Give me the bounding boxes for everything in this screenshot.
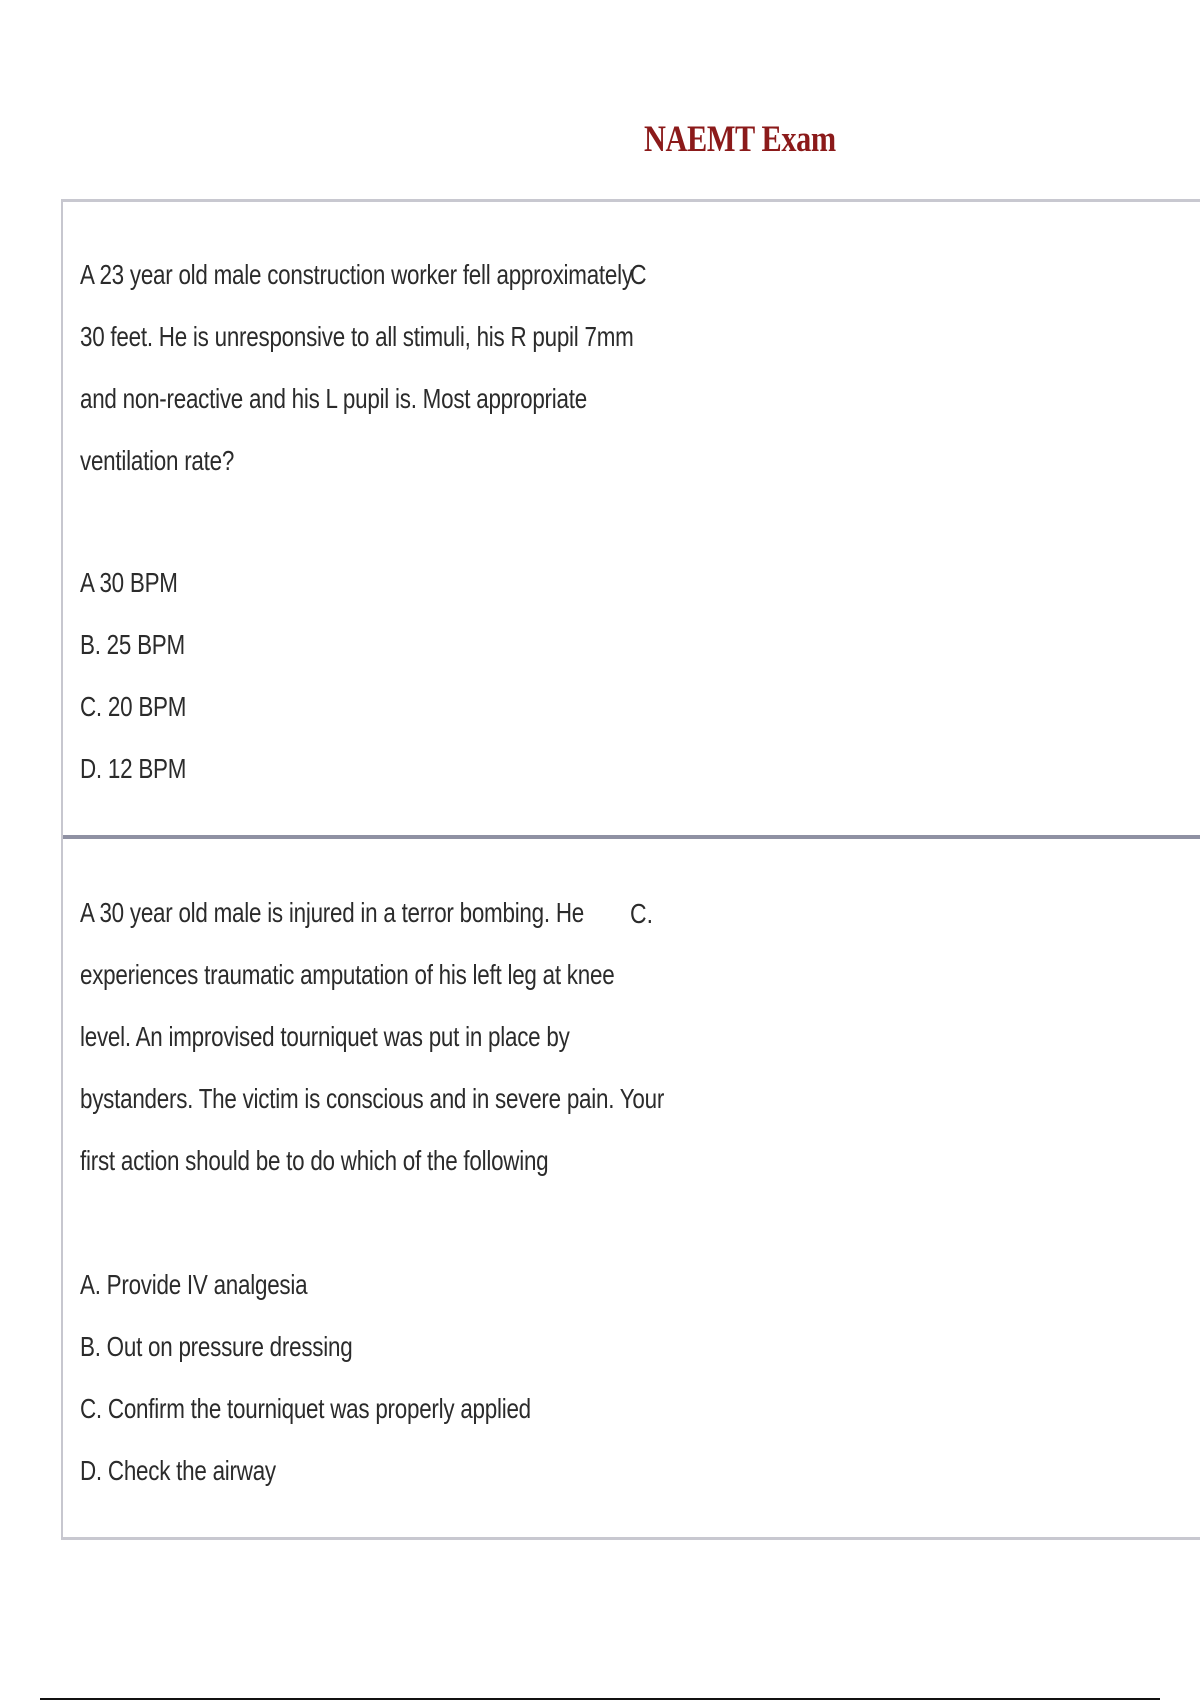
question-1-answer: C	[630, 259, 647, 290]
question-2-option-d: D. Check the airway	[80, 1455, 276, 1486]
page-title: NAEMT Exam	[644, 119, 836, 160]
question-2-stem	[80, 882, 664, 1192]
question-1-options	[80, 552, 186, 800]
question-2-stem-line: first action should be to do which of the following	[80, 1145, 549, 1176]
question-1-stem	[80, 244, 634, 492]
question-2-answer: C.	[630, 898, 653, 929]
question-2-option-a: A. Provide IV analgesia	[80, 1269, 308, 1300]
question-1-option-b: B. 25 BPM	[80, 629, 185, 660]
question-1-stem-line: ventilation rate?	[80, 445, 235, 476]
question-1-stem-line: A 23 year old male construction worker fell approximately	[80, 259, 633, 290]
question-2-option-b: B. Out on pressure dressing	[80, 1331, 353, 1362]
question-2-options	[80, 1254, 531, 1502]
question-2-stem-line: bystanders. The victim is conscious and in severe pain. Your	[80, 1083, 665, 1114]
question-2-stem-line: level. An improvised tourniquet was put in place by	[80, 1021, 570, 1052]
question-1-option-d: D. 12 BPM	[80, 753, 187, 784]
question-1-stem-line: and non-reactive and his L pupil is. Most appropriate	[80, 383, 587, 414]
question-2-option-c: C. Confirm the tourniquet was properly applied	[80, 1393, 531, 1424]
question-2-stem-line: A 30 year old male is injured in a terror bombing. He	[80, 897, 584, 928]
question-2-stem-line: experiences traumatic amputation of his left leg at knee	[80, 959, 615, 990]
question-1-stem-line: 30 feet. He is unresponsive to all stimuli, his R pupil 7mm	[80, 321, 634, 352]
question-1-option-a: A 30 BPM	[80, 567, 178, 598]
question-1-option-c: C. 20 BPM	[80, 691, 187, 722]
